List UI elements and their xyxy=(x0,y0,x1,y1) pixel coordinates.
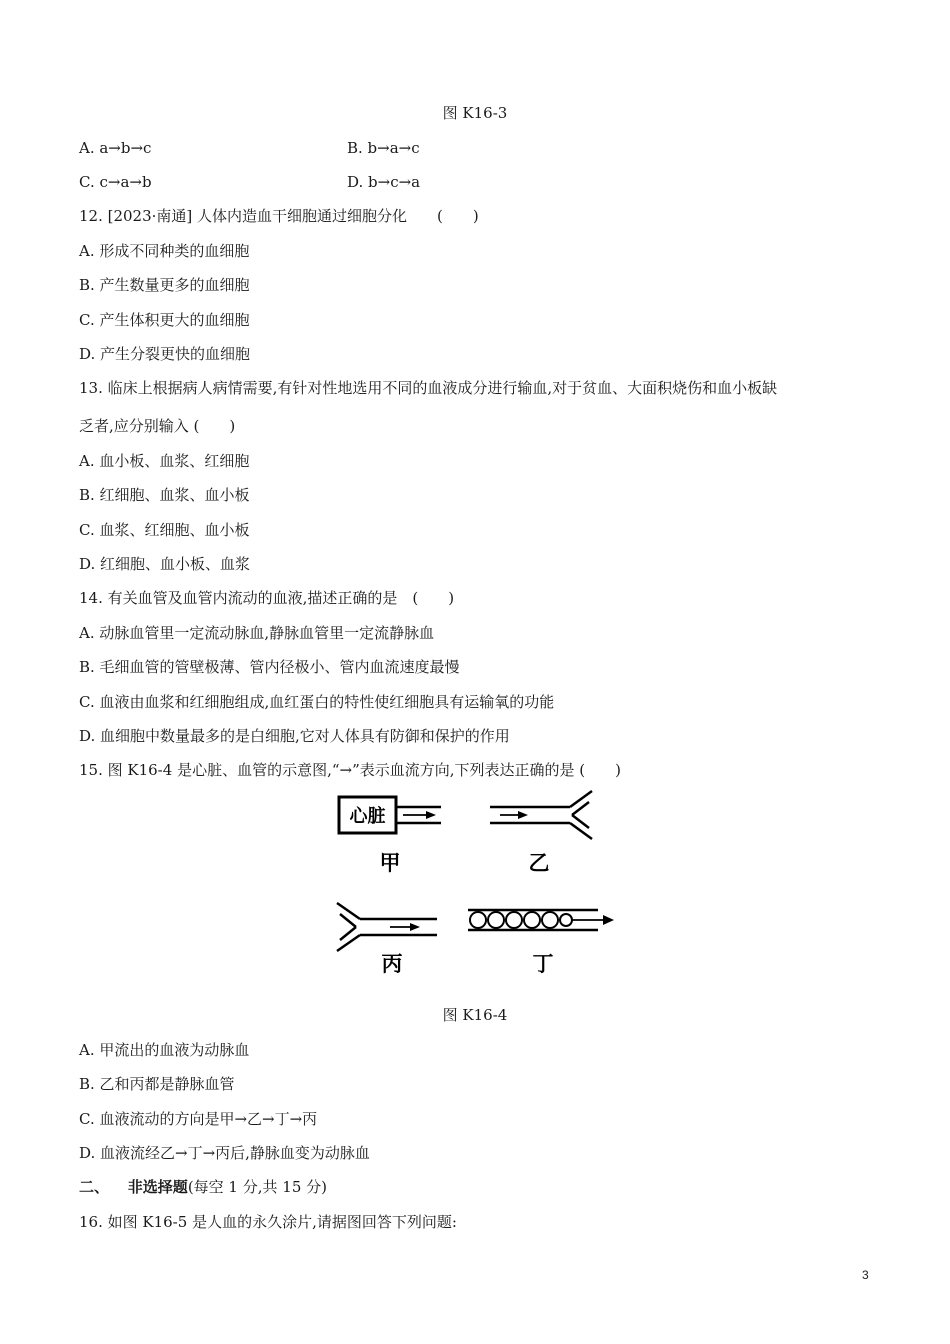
q13-option-c: C. 血浆、红细胞、血小板 xyxy=(79,521,250,539)
q11-option-a: A. a→b→c xyxy=(79,139,152,157)
q14-option-a: A. 动脉血管里一定流动脉血,静脉血管里一定流静脉血 xyxy=(79,624,435,642)
heart-label: 心脏 xyxy=(349,806,386,827)
section-2-heading xyxy=(79,1177,327,1197)
q14-option-b: B. 毛细血管的管壁极薄、管内径极小、管内血流速度最慢 xyxy=(79,658,460,676)
label-jia: 甲 xyxy=(379,851,401,875)
q15-option-c: C. 血液流动的方向是甲→乙→丁→丙 xyxy=(79,1110,318,1128)
q12-stem: 12. [2023·南通] 人体内造血干细胞通过细胞分化 ( ) xyxy=(79,207,479,225)
q13-option-a: A. 血小板、血浆、红细胞 xyxy=(79,452,250,470)
heart-diagram-jia xyxy=(339,797,441,833)
q11-option-c: C. c→a→b xyxy=(79,173,152,191)
label-ding: 丁 xyxy=(532,952,554,976)
vessel-diagram-bing xyxy=(337,903,437,951)
q15-option-a: A. 甲流出的血液为动脉血 xyxy=(79,1041,250,1059)
q14-option-c: C. 血液由血浆和红细胞组成,血红蛋白的特性使红细胞具有运输氧的功能 xyxy=(79,693,555,711)
q13-option-b: B. 红细胞、血浆、血小板 xyxy=(79,486,250,504)
figure-4-diagram xyxy=(0,785,950,985)
q15-option-d: D. 血液流经乙→丁→丙后,静脉血变为动脉血 xyxy=(79,1144,370,1162)
q16-stem: 16. 如图 K16-5 是人血的永久涂片,请据图回答下列问题: xyxy=(79,1213,457,1231)
q14-option-d: D. 血细胞中数量最多的是白细胞,它对人体具有防御和保护的作用 xyxy=(79,727,510,745)
q13-stem-line1: 13. 临床上根据病人病情需要,有针对性地选用不同的血液成分进行输血,对于贫血、大面积烧伤和血小板缺 xyxy=(79,379,778,397)
q14-stem: 14. 有关血管及血管内流动的血液,描述正确的是 ( ) xyxy=(79,589,455,607)
section-2-title: 非选择题 xyxy=(127,1178,188,1196)
figure-4-caption: 图 K16-4 xyxy=(442,1006,508,1024)
page-number: 3 xyxy=(862,1268,869,1282)
section-2-number: 二、 xyxy=(79,1178,110,1196)
q15-stem: 15. 图 K16-4 是心脏、血管的示意图,“→”表示血流方向,下列表达正确的是 ( ) xyxy=(79,761,621,779)
q15-option-b: B. 乙和丙都是静脉血管 xyxy=(79,1075,235,1093)
q13-option-d: D. 红细胞、血小板、血浆 xyxy=(79,555,251,573)
q12-option-b: B. 产生数量更多的血细胞 xyxy=(79,276,250,294)
figure-3-caption: 图 K16-3 xyxy=(442,104,508,122)
q12-option-a: A. 形成不同种类的血细胞 xyxy=(79,242,250,260)
section-2-note: (每空 1 分,共 15 分) xyxy=(187,1178,327,1196)
q11-option-b: B. b→a→c xyxy=(347,139,420,157)
label-bing: 丙 xyxy=(381,952,403,976)
capillary-diagram-ding xyxy=(468,910,614,930)
q12-option-d: D. 产生分裂更快的血细胞 xyxy=(79,345,251,363)
label-yi: 乙 xyxy=(528,851,550,875)
q13-stem-line2: 乏者,应分别输入 ( ) xyxy=(79,417,236,435)
vessel-diagram-yi xyxy=(490,791,592,839)
q12-option-c: C. 产生体积更大的血细胞 xyxy=(79,311,250,329)
q11-option-d: D. b→c→a xyxy=(347,173,421,191)
